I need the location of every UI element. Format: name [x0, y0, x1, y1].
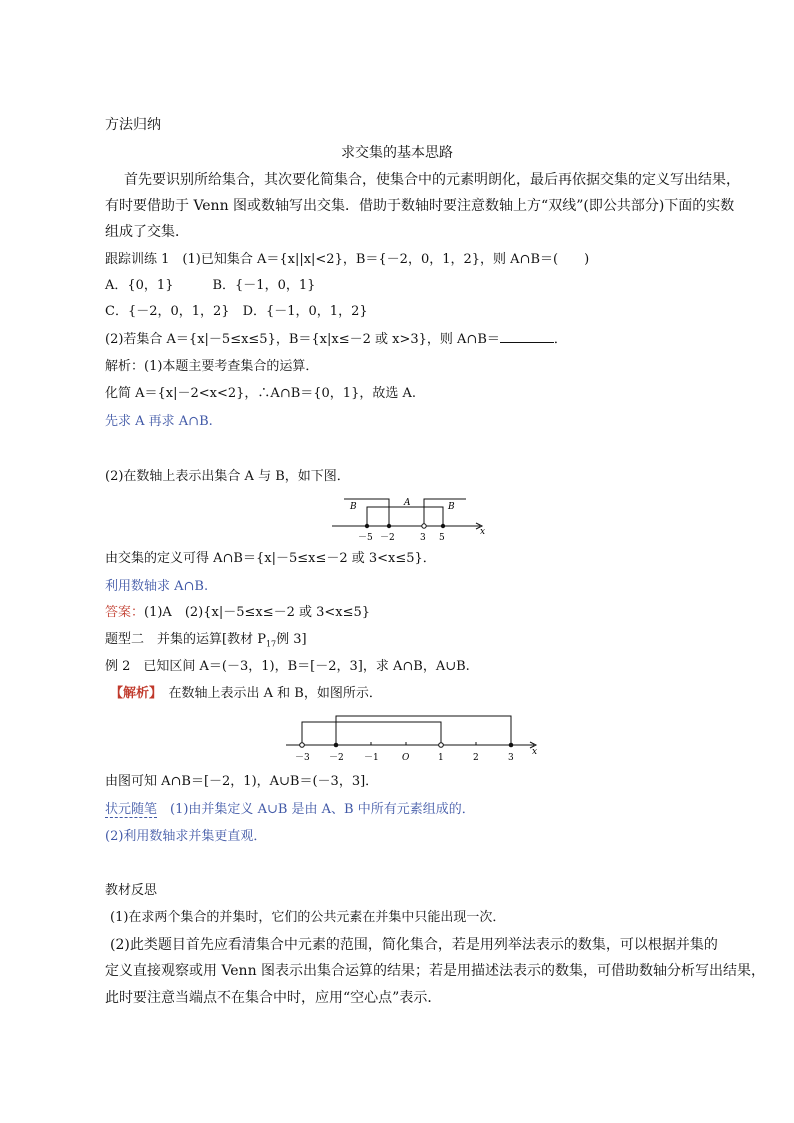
- point-minus-3-open: [300, 743, 305, 748]
- exercise-question-2-text: (2)若集合 A＝{x|－5≤x≤5}，B＝{x|x≤－2 或 x>3}，则 A∩B＝: [105, 332, 500, 347]
- reflection-p2-line-1: (2)此类题目首先应看清集合中元素的范围，简化集合，若是用列举法表示的数集，可以根据并集的: [110, 937, 718, 953]
- label-B-left: B: [350, 502, 357, 512]
- point-1-open: [439, 743, 444, 748]
- set-A-bracket: [367, 507, 443, 526]
- answer-blank: [500, 330, 554, 343]
- note-text-1: (1)由并集定义 A∪B 是由 A、B 中所有元素组成的．: [157, 802, 475, 817]
- point-5: [441, 524, 445, 528]
- method-paragraph-line-1: 首先要识别所给集合，其次要化简集合，使集合中的元素明朗化，最后再依据交集的定义写出结果，: [124, 172, 740, 188]
- exercise-question-1: 跟踪训练 1 (1)已知集合 A＝{x||x|<2}，B＝{－2，0，1，2}，则 A∩B＝( ): [105, 252, 590, 267]
- exercise-question-2-end: ．: [553, 332, 567, 347]
- point-minus-2: [387, 524, 391, 528]
- reflection-p2-line-3: 此时要注意当端点不在集合中时，应用“空心点”表示．: [105, 990, 442, 1006]
- tick-label-minus-3: －3: [295, 753, 310, 763]
- answer-line: [105, 603, 370, 623]
- reflection-p2-line-2: 定义直接观察或用 Venn 图表示出集合运算的结果；若是用描述法表示的数集，可借助数轴分析写出结果，: [105, 963, 766, 979]
- method-paragraph-line-3: 组成了交集．: [105, 224, 189, 240]
- tick-label-origin: O: [402, 753, 410, 763]
- note-line-2: (2)利用数轴求并集更直观．: [105, 829, 267, 844]
- solution-line-3: (2)在数轴上表示出集合 A 与 B，如下图．: [105, 469, 350, 484]
- exercise-question-2: [105, 330, 567, 350]
- exercise-options-row-2: C．{－2，0，1，2} D．{－1，0，1，2}: [105, 304, 368, 319]
- type2-result: 由图可知 A∩B＝[－2，1)，A∪B＝(－3，3]．: [105, 774, 379, 789]
- set-B-bracket: [336, 716, 511, 745]
- point-3-open: [422, 524, 426, 528]
- method-title: 求交集的基本思路: [341, 145, 453, 161]
- type2-heading-example: 例 3]: [276, 632, 307, 647]
- label-B-right: B: [448, 502, 455, 512]
- method-heading: 方法归纳: [105, 117, 161, 133]
- set-B-right-bracket: [424, 499, 466, 526]
- type2-heading-page: 17: [265, 639, 277, 649]
- point-3: [509, 743, 514, 748]
- tick-label-3: 3: [508, 753, 514, 763]
- solution-line-1: 解析：(1)本题主要考查集合的运算．: [105, 359, 319, 374]
- point-minus-2: [334, 743, 339, 748]
- method-paragraph-line-2: 有时要借助于 Venn 图或数轴写出交集．借助于数轴时要注意数轴上方“双线”(即公共部分)下面的实数: [105, 198, 735, 214]
- example-2: 例 2 已知区间 A＝(－3，1)，B＝[－2，3]，求 A∩B，A∪B.: [105, 659, 470, 674]
- solution-line-4: 由交集的定义可得 A∩B＝{x|－5≤x≤－2 或 3<x≤5}．: [105, 551, 436, 566]
- tick-label-minus-2: －2: [329, 753, 344, 763]
- point-minus-5: [365, 524, 369, 528]
- type2-heading: [105, 630, 307, 655]
- axis-label-x: x: [480, 527, 486, 537]
- tip-note-1: 先求 A 再求 A∩B.: [105, 414, 213, 429]
- set-A-bracket: [302, 722, 441, 745]
- exercise-options-row-1: A．{0，1} B．{－1，0，1}: [105, 278, 316, 293]
- note-line-1: [105, 800, 475, 820]
- jiexi-line: [110, 684, 382, 704]
- note-label: 状元随笔: [105, 802, 158, 817]
- axis-label-x: x: [532, 747, 538, 757]
- jiexi-text: 在数轴上表示出 A 和 B，如图所示．: [155, 686, 382, 701]
- answer-label: 答案：: [105, 605, 145, 620]
- number-line-figure-2: [282, 712, 542, 764]
- tick-label-1: 1: [438, 753, 444, 763]
- tick-label-2: 2: [473, 753, 479, 763]
- jiexi-label: 【解析】: [110, 686, 156, 701]
- tick-label-3: 3: [420, 533, 426, 543]
- tick-label-minus-2: －2: [380, 533, 395, 543]
- reflection-p1: (1)在求两个集合的并集时，它们的公共元素在并集中只能出现一次．: [110, 910, 506, 925]
- tip-note-2: 利用数轴求 A∩B.: [105, 579, 209, 594]
- tick-label-5: 5: [439, 533, 445, 543]
- type2-heading-text: 题型二 并集的运算[教材 P: [105, 632, 266, 647]
- answer-text: (1)A (2){x|－5≤x≤－2 或 3<x≤5}: [144, 605, 371, 620]
- tick-label-minus-5: －5: [358, 533, 373, 543]
- reflection-heading: 教材反思: [105, 883, 158, 898]
- solution-line-2: 化简 A＝{x|－2<x<2}，∴A∩B＝{0，1}，故选 A.: [105, 386, 417, 401]
- number-line-figure-1: [330, 493, 490, 545]
- label-A: A: [404, 498, 411, 508]
- tick-label-minus-1: －1: [364, 753, 379, 763]
